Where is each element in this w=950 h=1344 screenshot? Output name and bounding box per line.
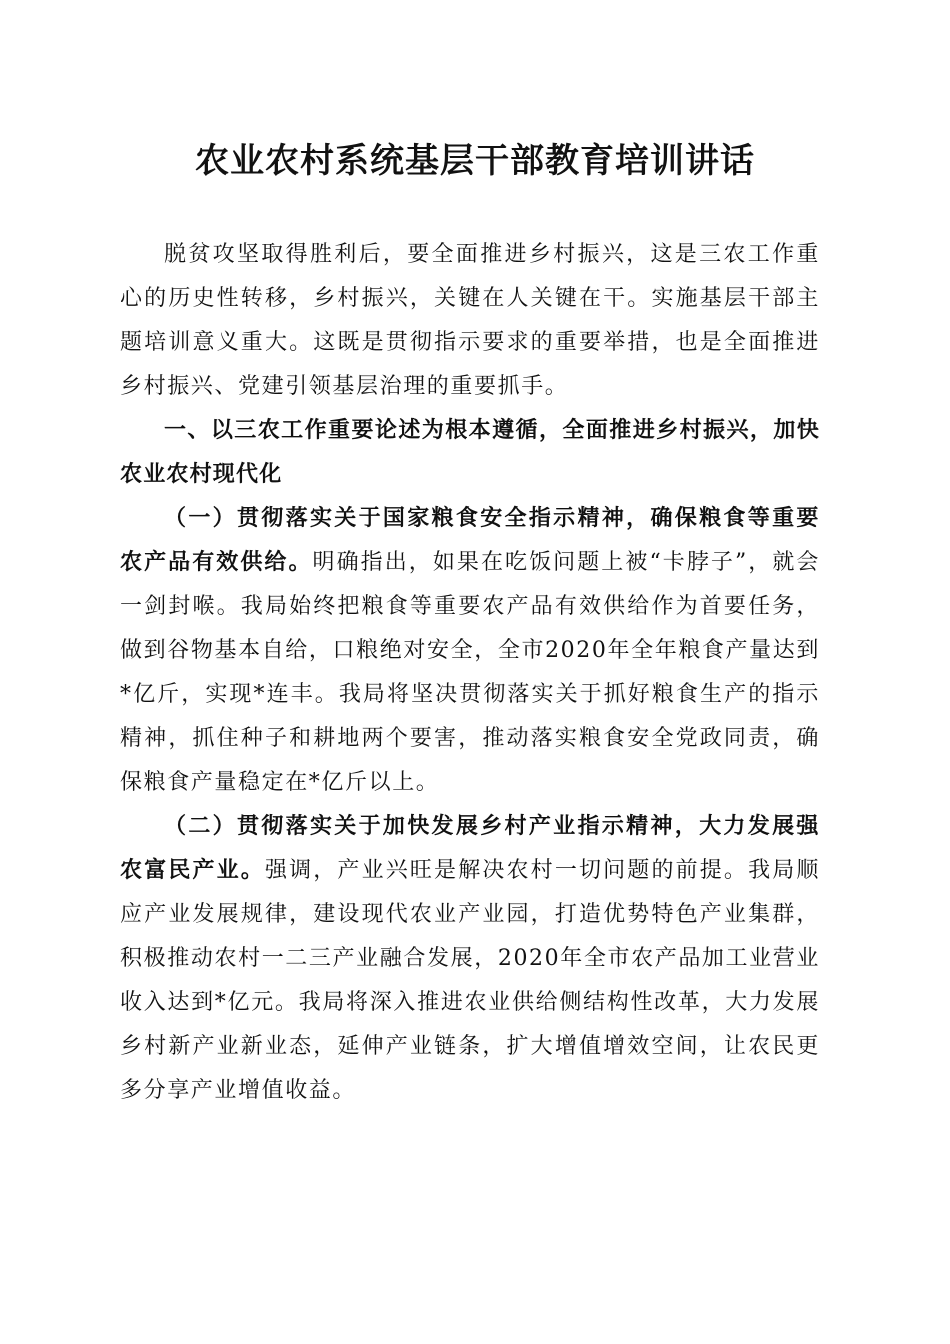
- intro-paragraph: 脱贫攻坚取得胜利后，要全面推进乡村振兴，这是三农工作重心的历史性转移，乡村振兴，关键在人关键在干。实施基层干部主题培训意义重大。这既是贯彻指示要求的重要举措，也是全面推进乡村振兴、党建引领基层治理的重要抓手。: [120, 242, 820, 399]
- item-1-lead: （一）贯彻落实关于国家粮食安全指示精神，确保粮食等重要农产品有效供给。: [120, 506, 820, 575]
- document-body: [120, 233, 820, 1113]
- item-1-paragraph: [120, 497, 820, 805]
- item-2-lead: （二）贯彻落实关于加快发展乡村产业指示精神，大力发展强农富民产业。: [120, 814, 820, 883]
- section-heading: 一、以三农工作重要论述为根本遵循，全面推进乡村振兴，加快农业农村现代化: [120, 418, 820, 487]
- document-title: 农业农村系统基层干部教育培训讲话: [195, 141, 755, 181]
- item-2-paragraph: [120, 805, 820, 1113]
- item-1-body: 明确指出，如果在吃饭问题上被“卡脖子”，就会一剑封喉。我局始终把粮食等重要农产品有效供给作为首要任务，做到谷物基本自给，口粮绝对安全，全市2020年全年粮食产量达到*亿斤，实现*连丰。我局将坚决贯彻落实关于抓好粮食生产的指示精神，抓住种子和耕地两个要害，推动落实粮食安全党政同责，确保粮食产量稳定在*亿斤以上。: [120, 550, 820, 795]
- item-2-body: 强调，产业兴旺是解决农村一切问题的前提。我局顺应产业发展规律，建设现代农业产业园，打造优势特色产业集群，积极推动农村一二三产业融合发展，2020年全市农产品加工业营业收入达到*亿元。我局将深入推进农业供给侧结构性改革，大力发展乡村新产业新业态，延伸产业链条，扩大增值增效空间，让农民更多分享产业增值收益。: [120, 858, 820, 1103]
